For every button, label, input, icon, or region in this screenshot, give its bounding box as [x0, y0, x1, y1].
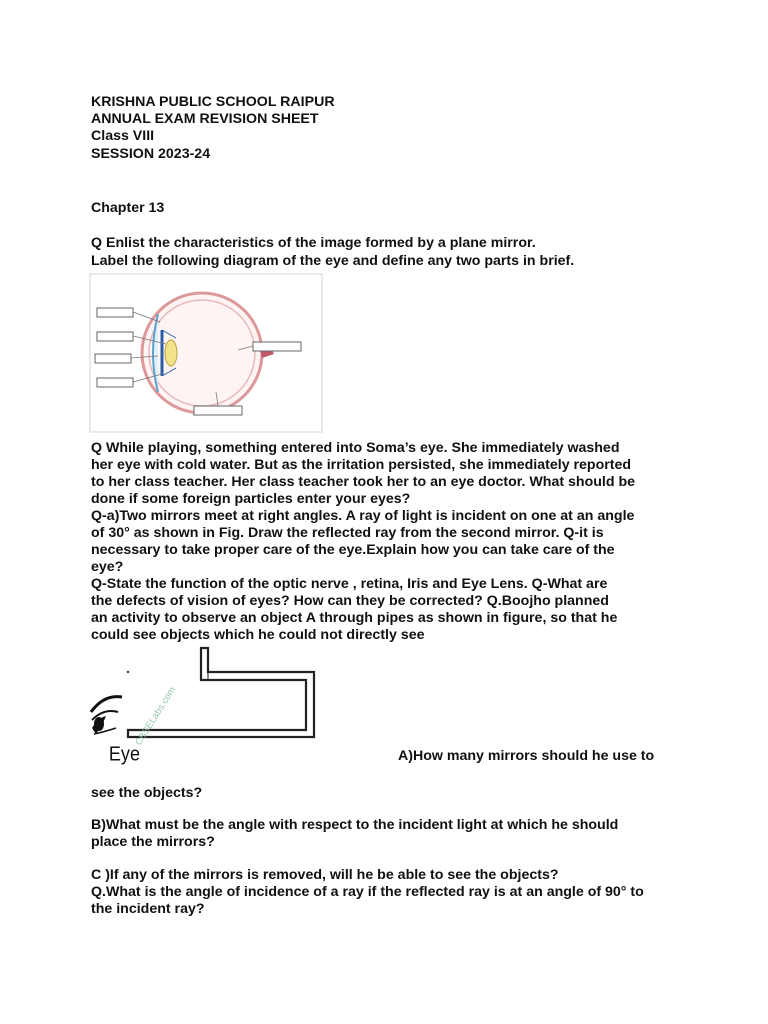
school-name: KRISHNA PUBLIC SCHOOL RAIPUR	[91, 94, 335, 110]
question-line: to her class teacher. Her class teacher took her to an eye doctor. What should be	[91, 474, 636, 490]
pipe-figure	[88, 642, 320, 766]
question-line: of 30° as shown in Fig. Draw the reflected ray from the second mirror. Q-it is	[91, 525, 604, 541]
question-line: the defects of vision of eyes? How can they be corrected? Q.Boojho planned	[91, 593, 609, 609]
question-line: place the mirrors?	[91, 834, 215, 850]
question-line: Q-a)Two mirrors meet at right angles. A ray of light is incident on one at an angle	[91, 508, 635, 524]
question-line: C )If any of the mirrors is removed, will he be able to see the objects?	[91, 867, 559, 883]
sheet-title: ANNUAL EXAM REVISION SHEET	[91, 111, 319, 127]
question-line: done if some foreign particles enter your eyes?	[91, 491, 411, 507]
label-box	[194, 406, 242, 415]
question-line: eye?	[91, 559, 124, 575]
class-label: Class VIII	[91, 128, 155, 144]
question-line: Label the following diagram of the eye and define any two parts in brief.	[91, 253, 575, 269]
question-line: necessary to take proper care of the eye.Explain how you can take care of the	[91, 542, 615, 558]
question-line: Q-State the function of the optic nerve , retina, Iris and Eye Lens. Q-What are	[91, 576, 608, 592]
question-line: A)How many mirrors should he use to	[398, 748, 655, 764]
watermark: CBSELabs.com	[133, 684, 179, 748]
label-box	[95, 354, 131, 363]
eye-drawing	[91, 671, 129, 734]
question-line: B)What must be the angle with respect to the incident light at which he should	[91, 817, 619, 833]
question-line: see the objects?	[91, 785, 203, 801]
label-box	[97, 378, 133, 387]
session-label: SESSION 2023-24	[91, 146, 211, 162]
question-line: her eye with cold water. But as the irritation persisted, she immediately reported	[91, 457, 632, 473]
eye-diagram	[88, 272, 324, 434]
eye-label: Eye	[108, 743, 141, 766]
eye-lens	[165, 340, 177, 366]
label-box	[97, 332, 133, 341]
label-box	[97, 308, 133, 317]
chapter-heading: Chapter 13	[91, 200, 165, 216]
question-line: Q Enlist the characteristics of the image formed by a plane mirror.	[91, 235, 536, 251]
question-line: Q While playing, something entered into Soma’s eye. She immediately washed	[91, 440, 620, 456]
question-line: could see objects which he could not directly see	[91, 627, 425, 643]
question-line: Q.What is the angle of incidence of a ray if the reflected ray is at an angle of 90° to	[91, 884, 644, 900]
eyeball	[142, 293, 262, 413]
label-box	[253, 342, 301, 351]
question-line: the incident ray?	[91, 901, 205, 917]
question-line: an activity to observe an object A through pipes as shown in figure, so that he	[91, 610, 618, 626]
